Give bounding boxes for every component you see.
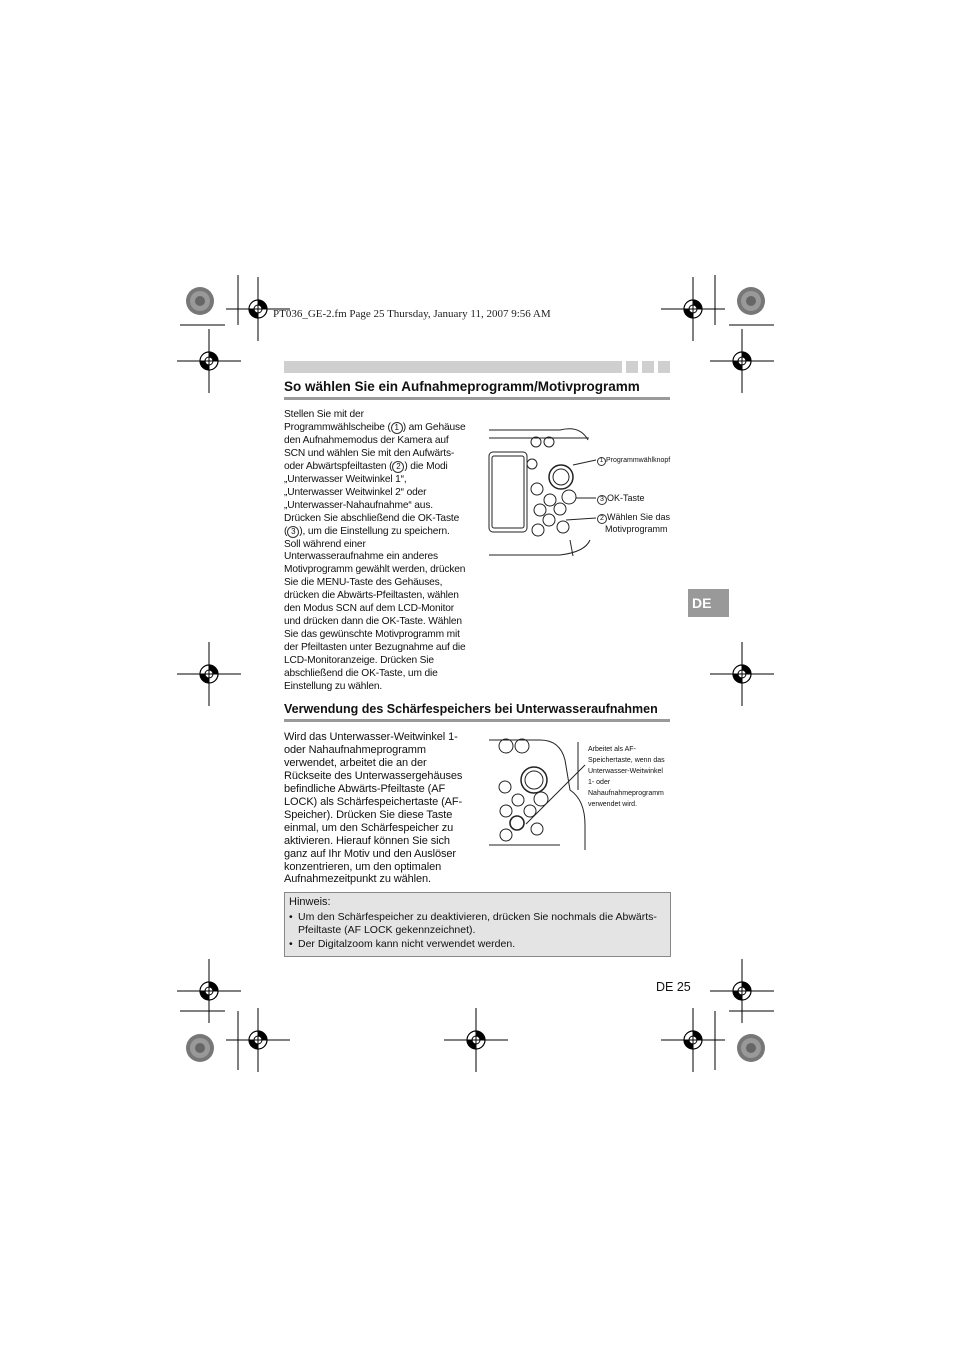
note-item: • Um den Schärfespeicher zu deaktivieren, drücken Sie nochmals die Abwärts-Pfeiltaste (AF LOCK gekennzeichnet). <box>288 911 668 937</box>
note-list <box>288 911 668 951</box>
note-box <box>284 892 671 957</box>
title-bar-square <box>626 361 638 373</box>
registration-mark <box>226 1008 290 1072</box>
title-bar <box>284 361 622 373</box>
title-bar-square <box>642 361 654 373</box>
section-heading: So wählen Sie ein Aufnahmeprogramm/Motivprogramm <box>284 379 670 400</box>
note-item: • Der Digitalzoom kann nicht verwendet werden. <box>288 938 668 951</box>
figure-label-dial: 1 Programmwählknopf <box>597 456 670 466</box>
star-target <box>186 1034 214 1062</box>
registration-mark <box>177 329 241 393</box>
registration-mark <box>710 329 774 393</box>
registration-mark <box>710 959 774 1023</box>
figure-label-ok: 3 OK-Taste <box>597 493 645 505</box>
star-target <box>737 287 765 315</box>
title-bar-square <box>658 361 670 373</box>
registration-mark <box>444 1008 508 1072</box>
figure-caption: Arbeitet als AF- Speichertaste, wenn das Unterwasser-Weitwinkel 1- oder Nahaufnahmeprogramm verwendet wird. <box>588 746 665 808</box>
registration-mark <box>177 959 241 1023</box>
step-marker: 3 <box>287 526 299 538</box>
language-tab: DE <box>688 589 729 617</box>
figure-label-arrows: 2 Wählen Sie das Motivprogramm <box>597 512 670 535</box>
registration-mark <box>177 642 241 706</box>
camera-housing-figure-1 <box>489 429 596 556</box>
camera-housing-figure-2 <box>489 739 585 850</box>
page-number: DE 25 <box>656 980 691 994</box>
step-marker: 2 <box>392 461 404 473</box>
star-target <box>186 287 214 315</box>
section2-body: Wird das Unterwasser-Weitwinkel 1- oder Nahaufnahmeprogramm verwendet, arbeitet die an der Rückseite des Unterwassergehäuses befindliche Abwärts-Pfeiltaste (AF LOCK) als Schärfespeichertaste (AF- Speicher). Drücken Sie diese Taste einmal, um den Schärfespeicher zu aktivieren. Hierauf können Sie sich ganz auf Ihr Motiv und den Auslöser konzentrieren, um den optimalen Aufnahmezeitpunkt zu wählen. <box>284 731 463 886</box>
print-header: PT036_GE-2.fm Page 25 Thursday, January 11, 2007 9:56 AM <box>273 308 551 320</box>
section1-body: Stellen Sie mit der Programmwählscheibe ( 1 ) am Gehäuse den Aufnahmemodus der Kamera auf SCN und wählen Sie mit den Aufwärts- oder Abwärtspfeiltasten ( 2 ) die Modi „Unterwasser Weitwinkel 1“, „Unterwasser Weitwinkel 2“ oder „Unterwasser-Nahaufnahme“ aus. Drücken Sie abschließend die OK-Taste ( 3 ), um die Einstellung zu speichern. Soll während einer Unterwasseraufnahme ein anderes Motivprogramm gewählt werden, drücken Sie die MENU-Taste des Gehäuses, drücken die Abwärts-Pfeiltasten, wählen den Modus SCN auf dem LCD-Monitor und drücken dann die OK-Taste. Wählen Sie das gewünschte Motivprogramm mit der Pfeiltasten unter Bezugnahme auf die LCD-Monitoranzeige. Drücken Sie abschließend die OK-Taste, um die Einstellung zu wählen. <box>284 409 466 693</box>
note-title: Hinweis: <box>289 896 331 908</box>
step-marker: 1 <box>391 422 403 434</box>
callout-line <box>526 765 585 824</box>
star-target <box>737 1034 765 1062</box>
section-heading: Verwendung des Schärfespeichers bei Unterwasseraufnahmen <box>284 702 670 722</box>
registration-mark <box>710 642 774 706</box>
